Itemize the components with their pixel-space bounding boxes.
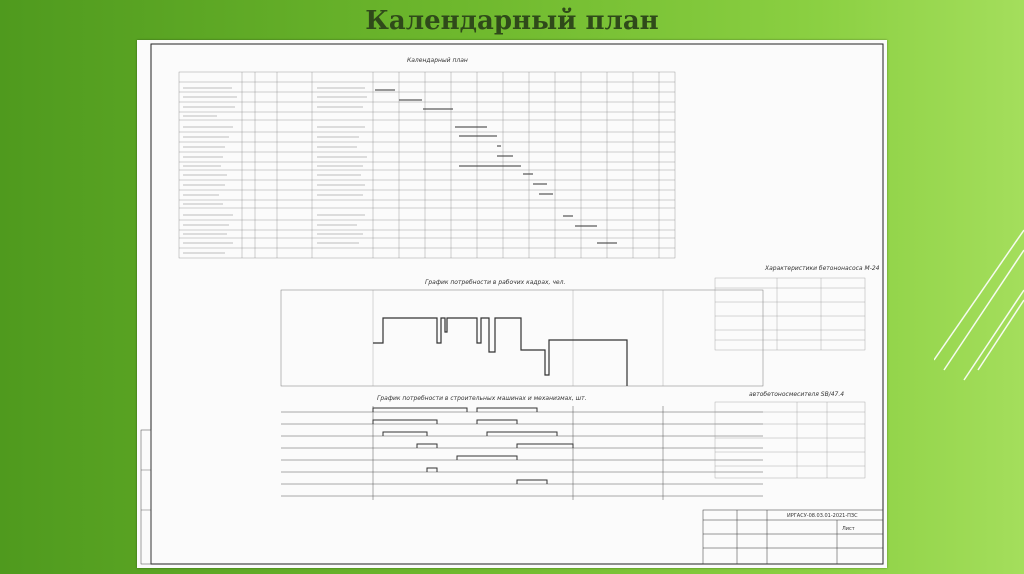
pump-table-title: Характеристики бетононасоса М-24 bbox=[765, 265, 880, 272]
drawing-canvas bbox=[137, 40, 887, 568]
mixer-table-title: автобетоносмесителя SB/47.4 bbox=[749, 391, 845, 398]
machines-chart-title: График потребности в строительных машинах и механизмах, шт. bbox=[377, 395, 587, 402]
decorative-lines bbox=[934, 0, 1024, 574]
workers-chart-title: График потребности в рабочих кадрах, чел. bbox=[425, 279, 566, 286]
stamp-code: ИРГАСУ-08.03.01-2021-ПЗС bbox=[787, 513, 858, 519]
drawing-sheet bbox=[137, 40, 887, 568]
stamp-sheet: Лист bbox=[842, 526, 855, 532]
machines-chart bbox=[281, 406, 763, 500]
slide-title: Календарный план bbox=[365, 6, 659, 36]
calendar-table bbox=[179, 72, 675, 258]
calendar-plan-title: Календарный план bbox=[407, 57, 468, 64]
pump-table bbox=[715, 278, 865, 350]
workers-chart bbox=[281, 290, 763, 386]
mixer-table bbox=[715, 402, 865, 478]
